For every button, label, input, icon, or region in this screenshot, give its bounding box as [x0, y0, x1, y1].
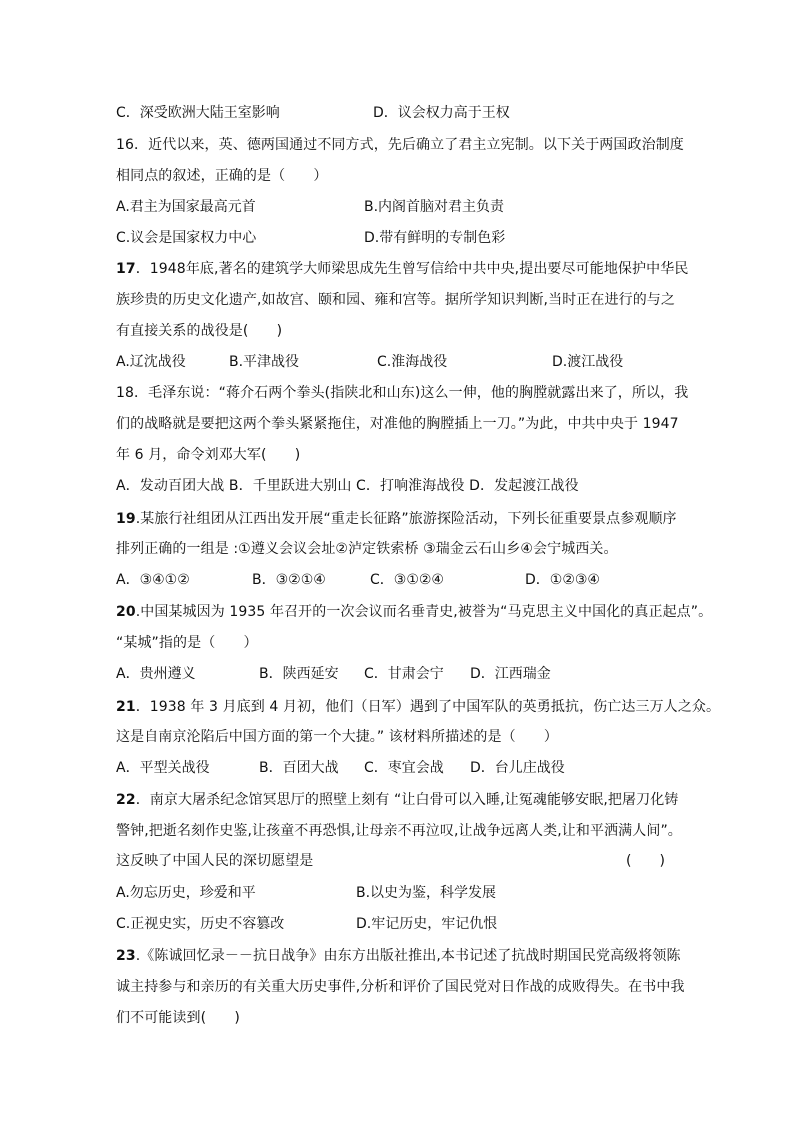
q20-number: 20: [116, 604, 136, 620]
q20-option-b: B．陕西延安: [259, 666, 339, 682]
q16-option-b: B.内阁首脑对君主负责: [364, 199, 505, 215]
q23-line-3: 们不可能读到( ): [116, 1010, 240, 1026]
q22-line-1: 22．南京大屠杀纪念馆冥思厅的照壁上刻有 “让白骨可以入睡,让冤魂能够安眠,把屠刀化铸: [116, 792, 679, 808]
q18-options: A．发动百团大战 B．千里跃进大别山 C．打响淮海战役 D．发起渡江战役: [116, 478, 579, 494]
q20-option-c: C．甘肃会宁: [364, 666, 444, 682]
q22-line-3: 这反映了中国人民的深切愿望是: [116, 853, 314, 869]
q19-option-d: D．①②③④: [525, 572, 600, 588]
q17-option-a: A.辽沈战役: [116, 354, 186, 370]
q17-option-c: C.淮海战役: [377, 354, 448, 370]
q21-line-2: 这是自南京沦陷后中国方面的第一个大捷。” 该材料所描述的是（ ）: [116, 729, 559, 745]
q17-number: 17: [116, 261, 136, 277]
q21-option-d: D．台儿庄战役: [470, 760, 565, 776]
q15-option-c: C．深受欧洲大陆王室影响: [116, 105, 280, 121]
q21-option-b: B．百团大战: [259, 760, 339, 776]
q17-line-2: 族珍贵的历史文化遗产,如故宫、颐和园、雍和宫等。据所学知识判断,当时正在进行的与之: [116, 292, 675, 308]
q21-option-c: C．枣宜会战: [364, 760, 444, 776]
q21-option-a: A．平型关战役: [116, 760, 210, 776]
q18-line-2: 们的战略就是要把这两个拳头紧紧拖住，对准他的胸膛插上一刀。”为此，中共中央于 1947: [116, 416, 679, 432]
q19-option-c: C．③①②④: [370, 572, 444, 588]
q21-line-1: 21．1938 年 3 月底到 4 月初，他们（日军）遇到了中国军队的英勇抵抗，伤亡达三万人之众。: [116, 699, 721, 715]
q20-line-2: “某城”指的是（ ）: [116, 635, 258, 651]
q22-option-d: D.牢记历史，牢记仇恨: [356, 916, 498, 932]
q20-option-a: A．贵州遵义: [116, 666, 196, 682]
q23-line-1: 23.《陈诚回忆录－－抗日战争》由东方出版社推出,本书记述了抗战时期国民党高级将领陈: [116, 948, 681, 964]
q16-line-2: 相同点的叙述，正确的是（ ）: [116, 168, 328, 184]
q22-number: 22: [116, 792, 136, 808]
q16-option-d: D.带有鲜明的专制色彩: [364, 230, 506, 246]
q19-number: 19: [116, 511, 136, 527]
q22-option-b: B.以史为鉴，科学发展: [356, 885, 497, 901]
q19-option-a: A．③④①②: [116, 572, 190, 588]
q17-line-1: 17．1948年底,著名的建筑学大师梁思成先生曾写信给中共中央,提出要尽可能地保护中华民: [116, 261, 689, 277]
q21-number: 21: [116, 699, 136, 715]
q22-answer-paren: ( ): [626, 853, 665, 869]
q22-line-2: 警钟,把逝名刻作史鉴,让孩童不再恐惧,让母亲不再泣叹,让战争远离人类,让和平洒满人间”。: [116, 823, 682, 839]
q18-line-1: 18．毛泽东说：“蒋介石两个拳头(指陕北和山东)这么一伸，他的胸膛就露出来了，所以，我: [116, 385, 689, 401]
q17-option-d: D.渡江战役: [552, 354, 624, 370]
q19-line-1: 19.某旅行社组团从江西出发开展“重走长征路”旅游探险活动，下列长征重要景点参观顺序: [116, 511, 677, 527]
q19-line-2: 排列正确的一组是 :①遵义会议会址②泸定铁索桥 ③瑞金云石山乡④会宁城西关。: [116, 541, 618, 557]
q23-number: 23: [116, 948, 136, 964]
q20-option-d: D．江西瑞金: [470, 666, 551, 682]
q16-option-a: A.君主为国家最高元首: [116, 199, 256, 215]
q20-line-1: 20.中国某城因为 1935 年召开的一次会议而名垂青史,被誉为“马克思主义中国化的真正起点”。: [116, 604, 713, 620]
q17-line-3: 有直接关系的战役是( ): [116, 323, 283, 339]
q18-line-3: 年 6 月，命令刘邓大军( ): [116, 447, 301, 463]
q16-line-1: 16．近代以来，英、德两国通过不同方式，先后确立了君主立宪制。以下关于两国政治制度: [116, 137, 684, 153]
q23-line-2: 诚主持参与和亲历的有关重大历史事件,分析和评价了国民党对日作战的成败得失。在书中我: [116, 979, 685, 995]
q22-option-a: A.勿忘历史，珍爱和平: [116, 885, 256, 901]
q16-option-c: C.议会是国家权力中心: [116, 230, 257, 246]
q22-option-c: C.正视史实，历史不容篡改: [116, 916, 285, 932]
q17-option-b: B.平津战役: [229, 354, 300, 370]
q15-option-d: D．议会权力高于王权: [373, 105, 510, 121]
q19-option-b: B．③②①④: [252, 572, 326, 588]
